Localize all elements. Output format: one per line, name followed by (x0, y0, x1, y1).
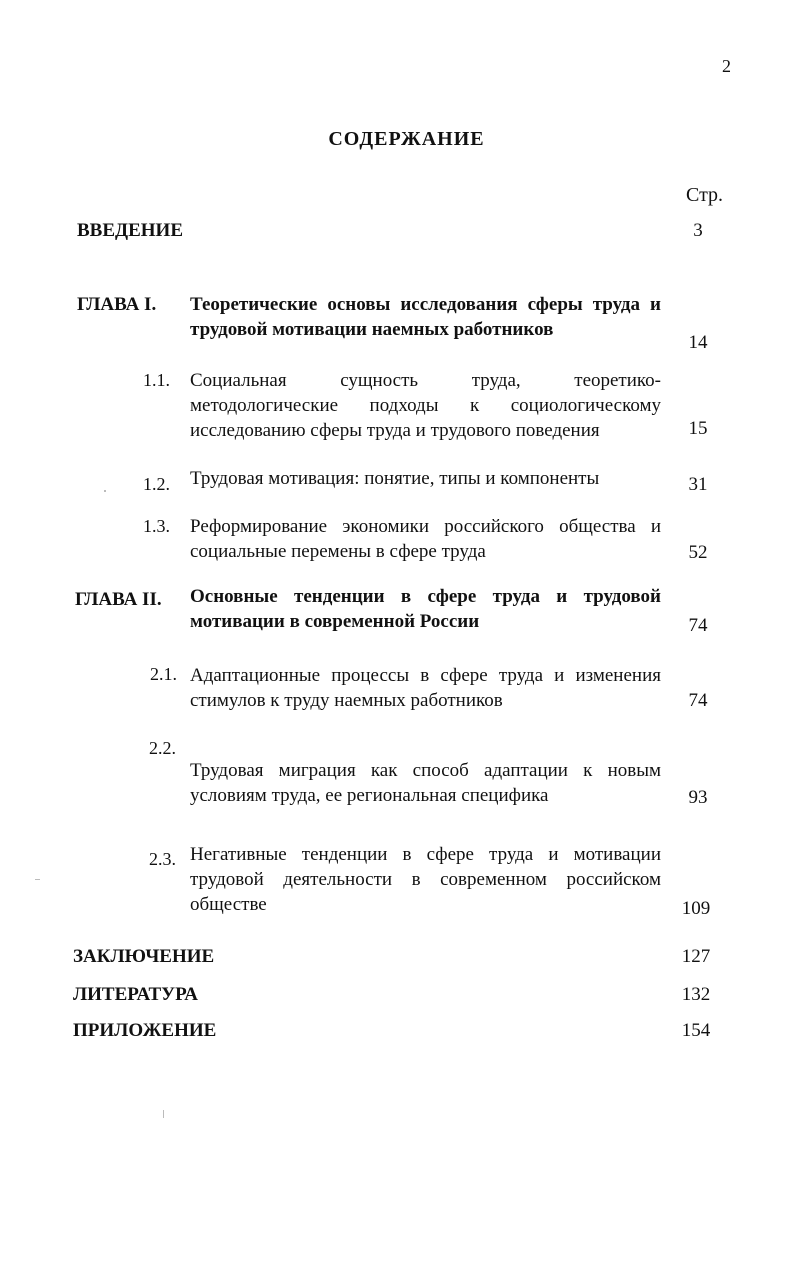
toc-section-2-3-number: 2.3. (149, 849, 176, 869)
toc-appendix-label[interactable]: ПРИЛОЖЕНИЕ (73, 1020, 217, 1041)
toc-chapter-1-page: 14 (688, 332, 708, 353)
toc-chapter-1-title[interactable]: Теоретические основы исследования сферы труда и трудовой мотивации наемных работников (190, 294, 661, 340)
toc-intro-label[interactable]: ВВЕДЕНИЕ (77, 220, 183, 241)
toc-intro-page: 3 (693, 220, 703, 241)
toc-section-2-2-number: 2.2. (149, 738, 176, 758)
toc-section-1-2-number: 1.2. (143, 474, 170, 494)
toc-chapter-1-label[interactable]: ГЛАВА I. (77, 294, 157, 315)
toc-section-2-2-page: 93 (688, 787, 708, 808)
toc-chapter-2-page: 74 (688, 615, 708, 636)
toc-section-1-2-title[interactable]: Трудовая мотивация: понятие, типы и компоненты (190, 468, 600, 489)
toc-section-2-1-page: 74 (688, 690, 708, 711)
toc-section-1-1-title[interactable]: Социальная сущность труда, теоретико-методологические подходы к социологическому исследованию сферы труда и трудового поведения (190, 370, 661, 441)
toc-section-2-2-title[interactable]: Трудовая миграция как способ адаптации к новым условиям труда, ее региональная специфика (190, 760, 661, 806)
toc-literature-page: 132 (681, 984, 711, 1005)
toc-section-1-1-number: 1.1. (143, 370, 170, 390)
toc-literature-label[interactable]: ЛИТЕРАТУРА (73, 984, 199, 1005)
scan-mark (35, 879, 40, 880)
page-number: 2 (722, 56, 731, 76)
toc-chapter-2-title[interactable]: Основные тенденции в сфере труда и трудовой мотивации в современной России (190, 586, 661, 632)
page-column-label: Стр. (686, 184, 724, 206)
toc-conclusion-label[interactable]: ЗАКЛЮЧЕНИЕ (73, 946, 215, 967)
toc-section-2-1-number: 2.1. (150, 664, 177, 684)
toc-section-2-3-title[interactable]: Негативные тенденции в сфере труда и мотивации трудовой деятельности в современном российском обществе (190, 844, 661, 915)
toc-conclusion-page: 127 (681, 946, 711, 967)
toc-section-2-1-title[interactable]: Адаптационные процессы в сфере труда и изменения стимулов к труду наемных работников (190, 665, 661, 711)
toc-section-1-3-title[interactable]: Реформирование экономики российского общества и социальные перемены в сфере труда (190, 516, 661, 562)
toc-section-1-3-number: 1.3. (143, 516, 170, 536)
toc-section-1-3-page: 52 (688, 542, 708, 563)
toc-appendix-page: 154 (681, 1020, 711, 1041)
toc-section-1-2-page: 31 (688, 474, 708, 495)
toc-chapter-2-label[interactable]: ГЛАВА II. (75, 589, 162, 610)
scan-mark (104, 490, 106, 492)
scan-mark (163, 1110, 164, 1118)
toc-section-1-1-page: 15 (688, 418, 708, 439)
toc-section-2-3-page: 109 (681, 898, 711, 919)
page-title: СОДЕРЖАНИЕ (328, 128, 485, 150)
